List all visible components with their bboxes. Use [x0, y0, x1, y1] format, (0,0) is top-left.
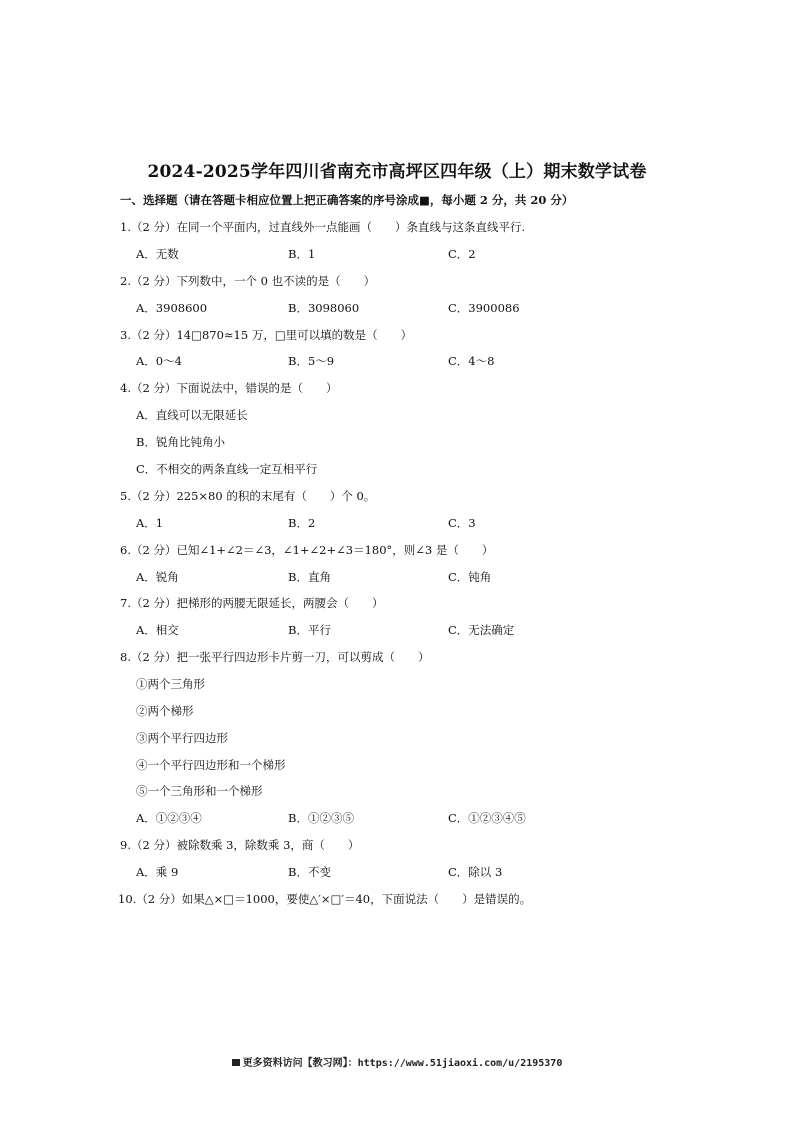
- option-c: C．除以 3: [448, 865, 503, 879]
- question-stem: 1.（2 分）在同一个平面内，过直线外一点能画（ ）条直线与这条直线平行.: [120, 220, 526, 234]
- option-c: C．钝角: [448, 570, 492, 584]
- question-stem: 5.（2 分）225×80 的积的末尾有（ ）个 0。: [120, 489, 376, 503]
- option-c: C．2: [448, 247, 476, 261]
- list-item: ①两个三角形: [136, 677, 205, 691]
- section-heading: 一、选择题（请在答题卡相应位置上把正确答案的序号涂成■，每小题 2 分，共 20 分）: [120, 193, 574, 207]
- option-a: A．1: [136, 516, 164, 530]
- question-stem: 9.（2 分）被除数乘 3，除数乘 3，商（ ）: [120, 838, 360, 852]
- question-stem: 3.（2 分）14□870≈15 万，□里可以填的数是（ ）: [120, 328, 413, 342]
- list-item: ⑤一个三角形和一个梯形: [136, 784, 263, 798]
- flag-icon: [232, 1059, 240, 1066]
- option-c: C．3900086: [448, 301, 520, 315]
- question-stem: 6.（2 分）已知∠1+∠2＝∠3，∠1+∠2+∠3＝180°，则∠3 是（ ）: [120, 543, 494, 557]
- page-title: 2024-2025学年四川省南充市高坪区四年级（上）期末数学试卷: [147, 162, 647, 182]
- option-a: A．乘 9: [136, 865, 179, 879]
- option-c: C．无法确定: [448, 623, 515, 637]
- question-stem: 2.（2 分）下列数中，一个 0 也不读的是（ ）: [120, 274, 376, 288]
- option-b: B．3098060: [288, 301, 360, 315]
- option-a: A．相交: [136, 623, 179, 637]
- option-c: C．不相交的两条直线一定互相平行: [136, 462, 318, 476]
- option-a: A．①②③④: [136, 811, 202, 825]
- option-b: B．直角: [288, 570, 331, 584]
- list-item: ④一个平行四边形和一个梯形: [136, 758, 286, 772]
- option-b: B．①②③⑤: [288, 811, 354, 825]
- question-stem: 4.（2 分）下面说法中，错误的是（ ）: [120, 381, 338, 395]
- option-b: B．5～9: [288, 354, 335, 368]
- footer-text: 更多资料访问【教习网】：https://www.51jiaoxi.com/u/2195370: [242, 1058, 563, 1069]
- option-a: A．锐角: [136, 570, 179, 584]
- option-b: B．1: [288, 247, 316, 261]
- list-item: ②两个梯形: [136, 704, 194, 718]
- option-b: B．2: [288, 516, 316, 530]
- question-stem: 8.（2 分）把一张平行四边形卡片剪一刀，可以剪成（ ）: [120, 650, 430, 664]
- option-b: B．平行: [288, 623, 331, 637]
- option-c: C．①②③④⑤: [448, 811, 526, 825]
- question-stem: 7.（2 分）把梯形的两腰无限延长，两腰会（ ）: [120, 596, 384, 610]
- footer-link[interactable]: [0, 1054, 794, 1069]
- option-b: B．锐角比钝角小: [136, 435, 225, 449]
- option-a: A．无数: [136, 247, 179, 261]
- option-a: A．直线可以无限延长: [136, 408, 248, 422]
- option-c: C．4～8: [448, 354, 495, 368]
- option-a: A．3908600: [136, 301, 208, 315]
- question-stem: 10.（2 分）如果△×□＝1000，要使△′×□′＝40，下面说法（ ）是错误的。: [118, 892, 532, 906]
- option-a: A．0～4: [136, 354, 182, 368]
- list-item: ③两个平行四边形: [136, 731, 228, 745]
- option-c: C．3: [448, 516, 476, 530]
- option-b: B．不变: [288, 865, 331, 879]
